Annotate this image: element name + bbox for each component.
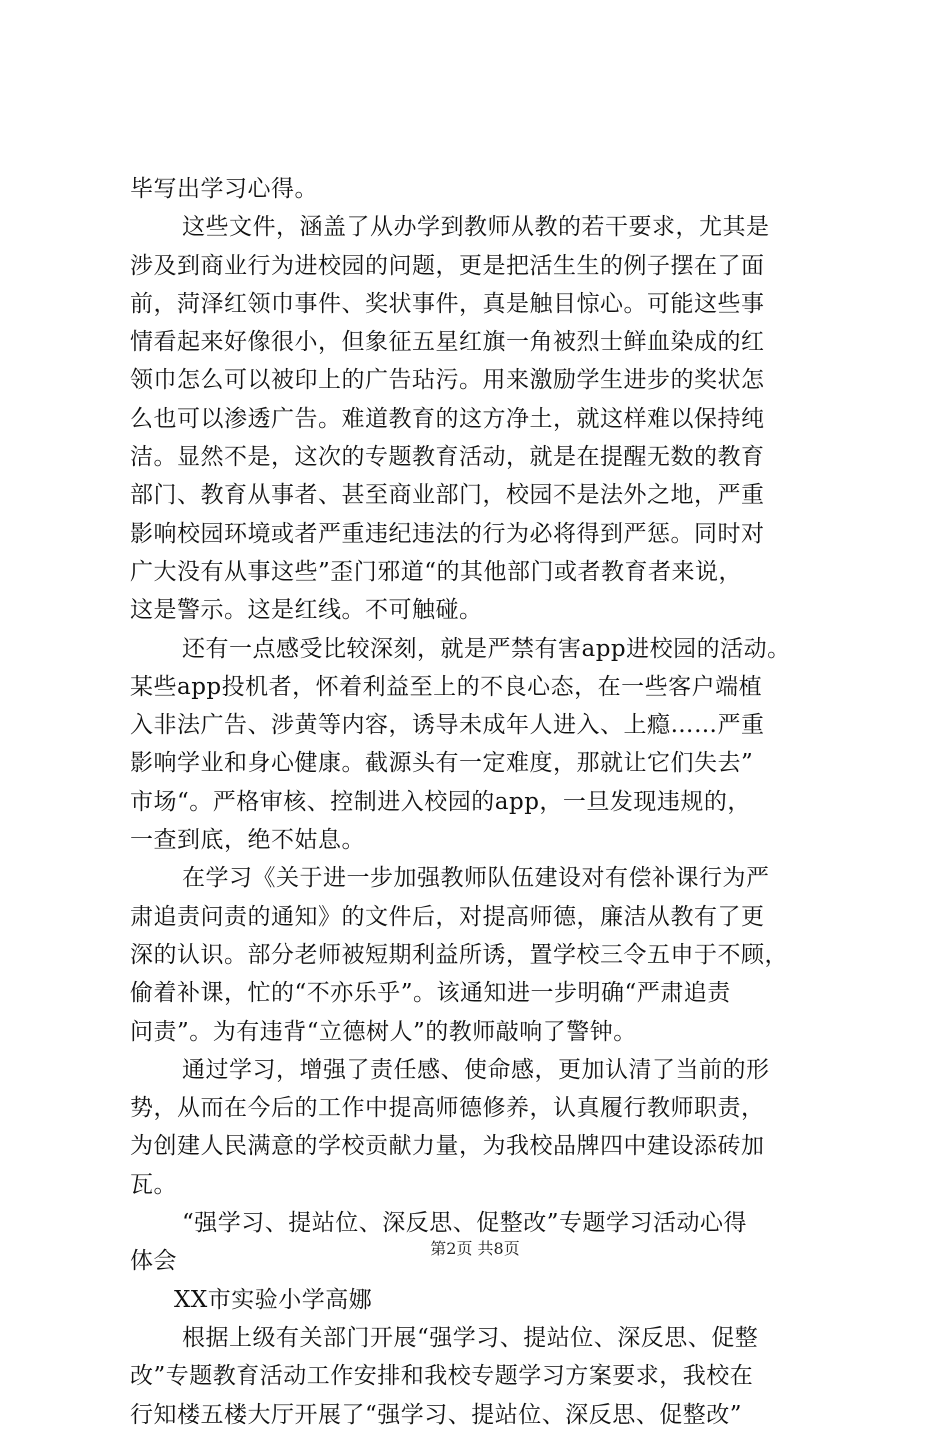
paragraph-start: 还有一点感受比较深刻，就是严禁有害app进校园的活动。 [182,635,791,662]
text-line: 为创建人民满意的学校贡献力量，为我校品牌四中建设添砖加 [130,1133,765,1160]
text-line: 领巾怎么可以被印上的广告玷污。用来激励学生进步的奖状怎 [130,367,765,394]
section-heading: “强学习、提站位、深反思、促整改”专题学习活动心得 [182,1210,748,1237]
paragraph-start: 在学习《关于进一步加强教师队伍建设对有偿补课行为严 [182,865,770,892]
text-line: 广大没有从事这些”歪门邪道“的其他部门或者教育者来说， [130,558,743,585]
text-line: 部门、教育从事者、甚至商业部门，校园不是法外之地，严重 [130,482,765,509]
text-line: 么也可以渗透广告。难道教育的这方净土，就这样难以保持纯 [130,405,765,432]
text-line: 某些app投机者，怀着利益至上的不良心态，在一些客户端植 [130,673,763,700]
paragraph-start: 根据上级有关部门开展“强学习、提站位、深反思、促整 [182,1324,759,1351]
text-line: 前，菏泽红领巾事件、奖状事件，真是触目惊心。可能这些事 [130,290,765,317]
section-heading-continued: 体会 [130,1248,177,1275]
author-line: XX市实验小学高娜 [174,1286,373,1313]
text-line: 问责”。为有违背“立德树人”的教师敲响了警钟。 [130,1018,637,1045]
text-line: 涉及到商业行为进校园的问题，更是把活生生的例子摆在了面 [130,252,765,279]
text-line: 这是警示。这是红线。不可触碰。 [130,597,483,624]
text-line: 行知楼五楼大厅开展了“强学习、提站位、深反思、促整改” [130,1401,743,1428]
text-line: 改”专题教育活动工作安排和我校专题学习方案要求，我校在 [130,1363,754,1390]
text-line: 偷着补课，忙的“不亦乐乎”。该通知进一步明确“严肃追责 [130,980,731,1007]
paragraph-start: 这些文件，涵盖了从办学到教师从教的若干要求，尤其是 [182,214,770,241]
text-line: 一查到底，绝不姑息。 [130,827,365,854]
page-number-footer: 第2页 共8页 [430,1239,520,1258]
text-line: 深的认识。部分老师被短期利益所诱，置学校三令五申于不顾， [130,941,788,968]
text-line: 市场“。严格审核、控制进入校园的app，一旦发现违规的， [130,788,751,815]
text-line: 洁。显然不是，这次的专题教育活动，就是在提醒无数的教育 [130,444,765,471]
text-line: 势，从而在今后的工作中提高师德修养，认真履行教师职责， [130,1095,765,1122]
text-line: 瓦。 [130,1171,177,1198]
text-line: 入非法广告、涉黄等内容，诱导未成年人进入、上瘾……严重 [130,712,765,739]
paragraph-start: 通过学习，增强了责任感、使命感，更加认清了当前的形 [182,1056,770,1083]
text-line: 影响校园环境或者严重违纪违法的行为必将得到严惩。同时对 [130,520,765,547]
text-line: 肃追责问责的通知》的文件后，对提高师德，廉洁从教有了更 [130,903,765,930]
text-line: 情看起来好像很小，但象征五星红旗一角被烈士鲜血染成的红 [130,329,765,356]
text-line: 毕写出学习心得。 [130,176,318,202]
text-line: 影响学业和身心健康。截源头有一定难度，那就让它们失去” [130,750,754,777]
